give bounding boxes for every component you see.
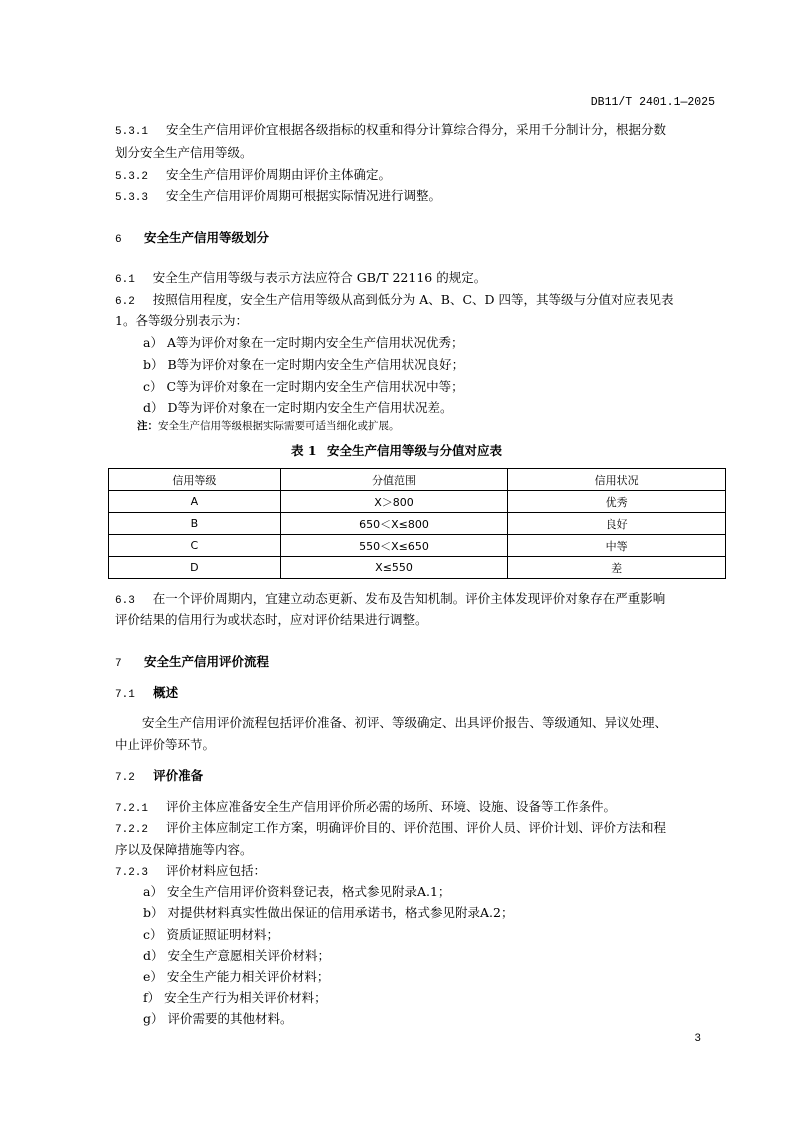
chapter-6-heading <box>115 228 269 250</box>
list-text: 安全生产能力相关评价材料； <box>166 969 330 984</box>
table-cell: 优秀 <box>508 491 726 513</box>
clause-5-3-3 <box>115 186 441 208</box>
table-caption-text: 安全生产信用等级与分值对应表 <box>326 443 502 458</box>
document-code: DB11/T 2401.1—2025 <box>590 96 715 109</box>
chapter-7-heading <box>115 652 269 674</box>
chapter-number: 7 <box>115 658 122 670</box>
table-header-cell: 信用状况 <box>508 469 726 491</box>
list-marker: b） <box>143 357 164 372</box>
clause-number: 6.3 <box>115 595 135 607</box>
list-item <box>143 925 279 945</box>
section-number: 7.1 <box>115 689 135 701</box>
table-row <box>109 513 726 535</box>
clause-text: 在一个评价周期内，宜建立动态更新、发布及告知机制。评价主体发现评价对象存在严重影响 <box>152 591 666 606</box>
table-cell: A <box>109 491 281 513</box>
list-item <box>143 377 464 397</box>
table-header-row <box>109 469 726 491</box>
list-item <box>143 967 329 987</box>
note <box>137 416 400 436</box>
list-item <box>143 882 450 902</box>
clause-number: 7.2.1 <box>115 803 149 815</box>
section-title: 评价准备 <box>153 768 204 783</box>
table-row <box>109 535 726 557</box>
list-marker: e） <box>143 969 163 984</box>
paragraph-cont: 中止评价等环节。 <box>115 737 216 752</box>
list-text: B等为评价对象在一定时期内安全生产信用状况良好； <box>167 357 465 372</box>
table-cell: X＞800 <box>280 491 508 513</box>
chapter-title: 安全生产信用评价流程 <box>143 654 269 669</box>
table-cell: 良好 <box>508 513 726 535</box>
clause-6-1 <box>115 268 486 290</box>
clause-text: 安全生产信用评价周期由评价主体确定。 <box>166 167 392 182</box>
clause-5-3-1 <box>115 120 666 142</box>
note-label: 注： <box>137 420 158 432</box>
table-header-cell: 分值范围 <box>280 469 508 491</box>
list-text: 对提供材料真实性做出保证的信用承诺书，格式参见附录A.2； <box>167 905 514 920</box>
list-text: 安全生产行为相关评价材料； <box>164 990 327 1005</box>
list-item <box>143 333 463 353</box>
list-marker: c） <box>143 927 163 942</box>
clause-7-2-1 <box>115 797 616 819</box>
section-7-2-heading <box>115 766 203 788</box>
credit-grade-table <box>108 468 726 579</box>
list-text: 评价需要的其他材料。 <box>167 1011 293 1026</box>
chapter-number: 6 <box>115 234 122 246</box>
clause-text: 评价主体应准备安全生产信用评价所必需的场所、环境、设施、设备等工作条件。 <box>166 799 617 814</box>
clause-text: 按照信用程度，安全生产信用等级从高到低分为 A、B、C、D 四等，其等级与分值对应表见表 <box>152 292 674 307</box>
table-cell: 中等 <box>508 535 726 557</box>
section-number: 7.2 <box>115 772 135 784</box>
table-cell: C <box>109 535 281 557</box>
list-marker: f） <box>143 990 161 1005</box>
list-item <box>143 988 327 1008</box>
note-text: 安全生产信用等级根据实际需要可适当细化或扩展。 <box>158 420 400 432</box>
list-item <box>143 1009 293 1029</box>
paragraph: 安全生产信用评价流程包括评价准备、初评、等级确定、出具评价报告、等级通知、异议处理、 <box>142 715 668 730</box>
clause-number: 6.1 <box>115 274 135 286</box>
clause-text: 安全生产信用评价周期可根据实际情况进行调整。 <box>166 188 442 203</box>
table-cell: 差 <box>508 557 726 579</box>
list-text: 资质证照证明材料； <box>166 927 280 942</box>
clause-text: 评价材料应包括： <box>166 863 267 878</box>
clause-7-2-2 <box>115 818 666 840</box>
table-cell: X≤550 <box>280 557 508 579</box>
table-caption <box>0 441 793 461</box>
clause-6-3 <box>115 589 665 611</box>
clause-6-3-cont: 评价结果的信用行为或状态时，应对评价结果进行调整。 <box>115 612 428 627</box>
list-marker: d） <box>143 400 164 415</box>
list-text: A等为评价对象在一定时期内安全生产信用状况优秀； <box>166 335 464 350</box>
list-marker: d） <box>143 948 164 963</box>
clause-number: 5.3.3 <box>115 192 149 204</box>
list-text: 安全生产信用评价资料登记表，格式参见附录A.1； <box>166 884 451 899</box>
clause-7-2-3 <box>115 861 266 883</box>
list-text: C等为评价对象在一定时期内安全生产信用状况中等； <box>166 379 464 394</box>
table-row <box>109 491 726 513</box>
clause-text: 安全生产信用等级与表示方法应符合 GB/T 22116 的规定。 <box>152 270 487 285</box>
clause-number: 7.2.2 <box>115 824 149 836</box>
clause-5-3-1-cont: 划分安全生产信用等级。 <box>115 145 253 160</box>
table-header-cell: 信用等级 <box>109 469 281 491</box>
table-caption-prefix: 表 1 <box>291 443 317 458</box>
chapter-title: 安全生产信用等级划分 <box>143 230 269 245</box>
table-cell: 550＜X≤650 <box>280 535 508 557</box>
list-marker: b） <box>143 905 164 920</box>
list-marker: a） <box>143 884 163 899</box>
table-row <box>109 557 726 579</box>
clause-text: 安全生产信用评价宜根据各级指标的权重和得分计算综合得分，采用千分制计分，根据分数 <box>166 122 667 137</box>
clause-6-2 <box>115 290 674 312</box>
section-title: 概述 <box>153 685 179 700</box>
table-cell: 650＜X≤800 <box>280 513 508 535</box>
list-text: D等为评价对象在一定时期内安全生产信用状况差。 <box>167 400 453 415</box>
list-item <box>143 903 513 923</box>
clause-number: 6.2 <box>115 296 135 308</box>
clause-7-2-2-cont: 序以及保障措施等内容。 <box>115 842 253 857</box>
clause-number: 5.3.2 <box>115 171 149 183</box>
clause-number: 7.2.3 <box>115 867 149 879</box>
list-marker: g） <box>143 1011 164 1026</box>
list-item <box>143 355 464 375</box>
clause-text: 评价主体应制定工作方案，明确评价目的、评价范围、评价人员、评价计划、评价方法和程 <box>166 820 667 835</box>
clause-6-2-cont: 1。各等级分别表示为： <box>115 313 248 328</box>
list-marker: c） <box>143 379 163 394</box>
list-item <box>143 946 330 966</box>
table-cell: B <box>109 513 281 535</box>
clause-5-3-2 <box>115 165 391 187</box>
list-marker: a） <box>143 335 163 350</box>
table-cell: D <box>109 557 281 579</box>
list-item <box>143 398 453 418</box>
section-7-1-heading <box>115 683 178 705</box>
page-number: 3 <box>694 1033 701 1045</box>
clause-number: 5.3.1 <box>115 126 149 138</box>
list-text: 安全生产意愿相关评价材料； <box>167 948 331 963</box>
